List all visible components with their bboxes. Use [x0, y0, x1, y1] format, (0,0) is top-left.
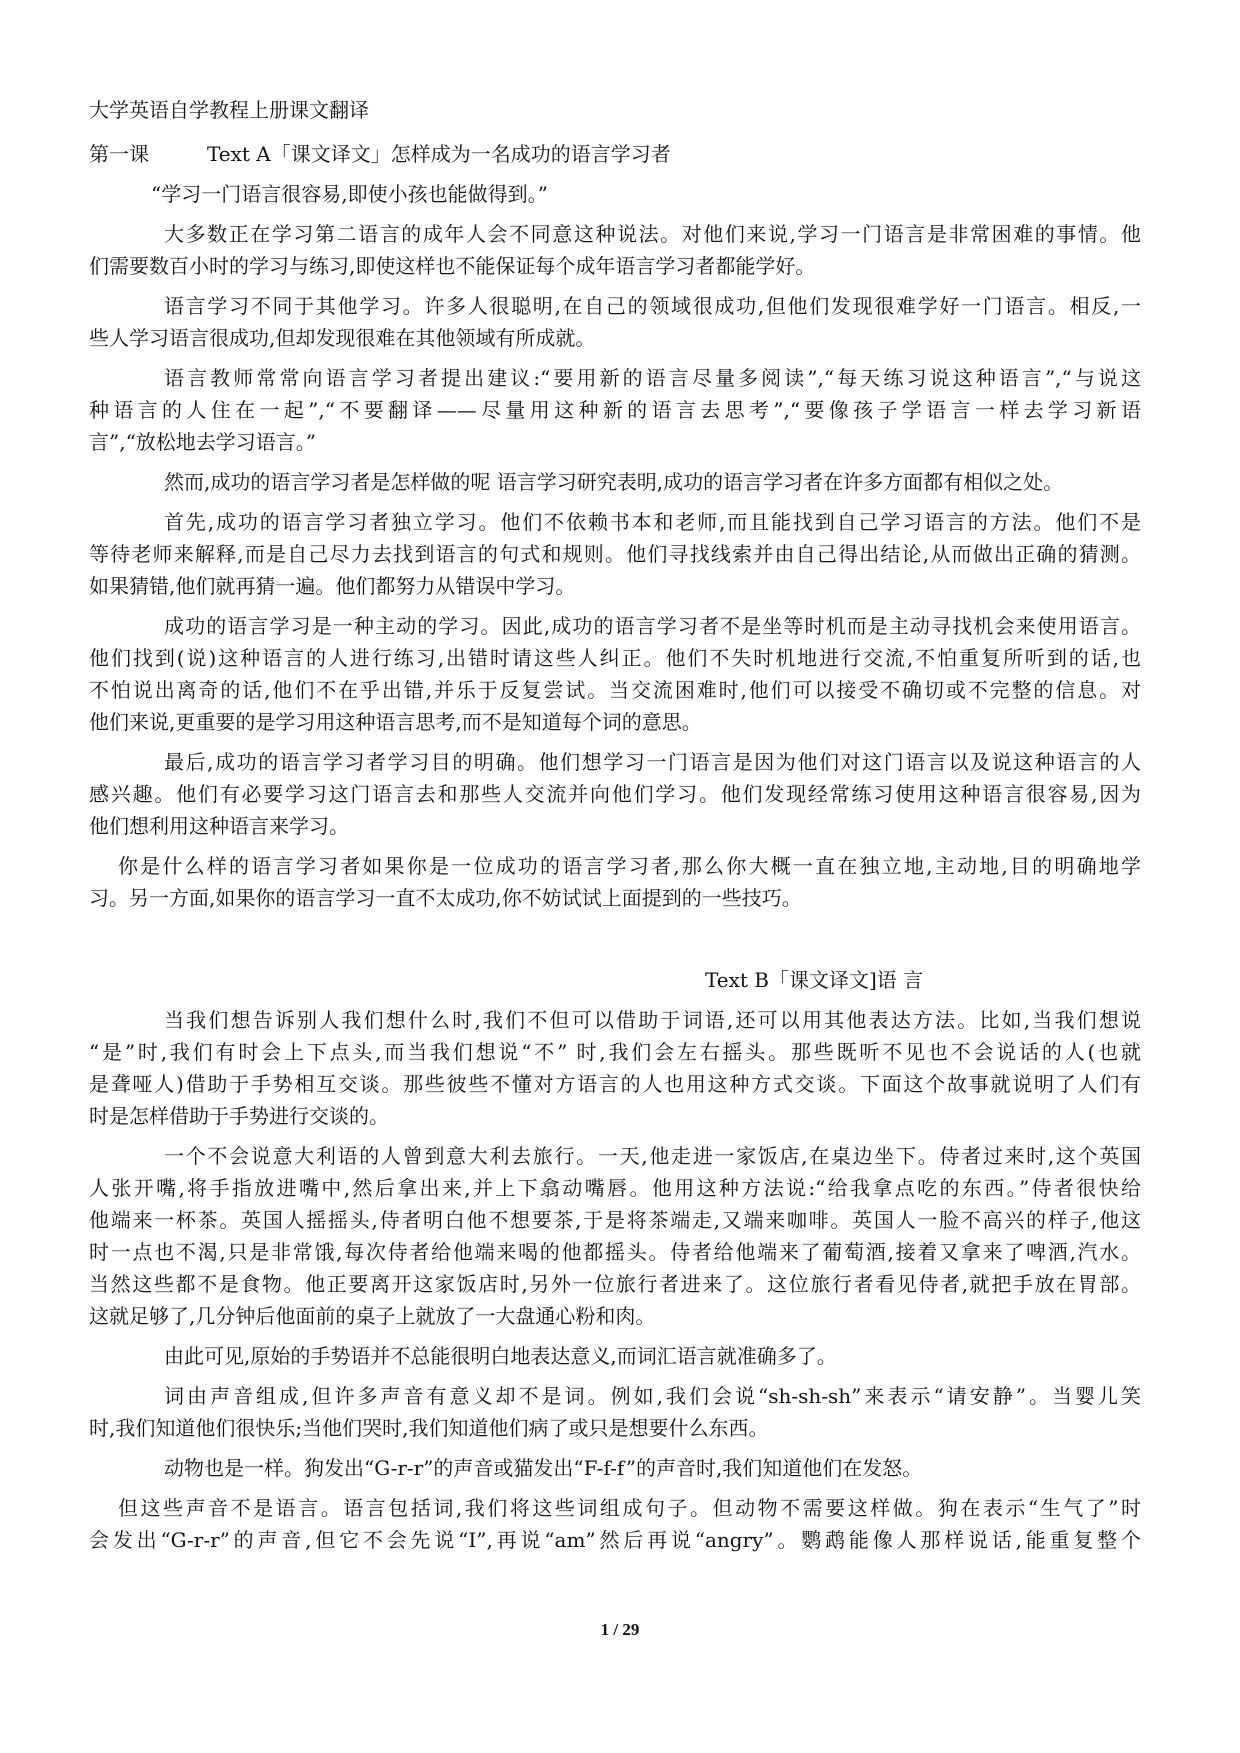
paragraph-line: 由此可见,原始的手势语并不总能很明白地表达意义,而词汇语言就准确多了。 — [164, 1344, 837, 1368]
lesson-heading — [89, 138, 1141, 170]
paragraph — [89, 362, 1141, 458]
text-a-title: Text A「课文译文」怎样成为一名成功的语言学习者 — [207, 142, 671, 166]
text-a-body — [89, 218, 1141, 914]
paragraph-line: 这就足够了,几分钟后他面前的桌子上就放了一大盘通心粉和肉。 — [89, 1304, 656, 1328]
paragraph-line: 大多数正在学习第二语言的成年人会不同意这种说法。对他们来说,学习一门语言是非常困难的事情。他 — [164, 222, 1141, 246]
page-number: 1 / 29 — [600, 1620, 640, 1639]
paragraph — [89, 1452, 1141, 1484]
paragraph-line: 词由声音组成,但许多声音有意义却不是词。例如,我们会说“sh-sh-sh”来表示“请安静”。当婴儿笑 — [164, 1384, 1141, 1408]
paragraph — [89, 1380, 1141, 1444]
document-title: 大学英语自学教程上册课文翻译 — [89, 98, 369, 122]
paragraph — [89, 466, 1141, 498]
text-b-body — [89, 1004, 1141, 1556]
paragraph — [89, 850, 1141, 914]
paragraph-line: 他端来一杯茶。英国人摇摇头,侍者明白他不想要茶,于是将茶端走,又端来咖啡。英国人一脸不高兴的样子,他这 — [89, 1208, 1141, 1232]
paragraph-line: 些人学习语言很成功,但却发现很难在其他领域有所成就。 — [89, 326, 596, 350]
opening-quote: “学习一门语言很容易,即使小孩也能做得到。” — [151, 182, 548, 206]
paragraph-line: 他们来说,更重要的是学习用这种语言思考,而不是知道每个词的意思。 — [89, 710, 702, 734]
paragraph-line: 动物也是一样。狗发出“G-r-r”的声音或猫发出“F-f-f”的声音时,我们知道他们在发怒。 — [164, 1456, 923, 1480]
paragraph — [89, 218, 1141, 282]
paragraph — [89, 1492, 1141, 1556]
paragraph — [89, 1140, 1141, 1332]
paragraph-line: 言”,“放松地去学习语言。” — [89, 430, 317, 454]
paragraph-line: 时是怎样借助于手势进行交谈的。 — [89, 1104, 389, 1128]
paragraph-line: 会发出“G-r-r”的声音,但它不会先说“I”,再说“am”然后再说“angry”。鹦鹉能像人那样说话,能重复整个 — [89, 1528, 1141, 1552]
paragraph — [89, 1004, 1141, 1132]
paragraph — [89, 1340, 1141, 1372]
document-page — [89, 94, 1141, 1564]
paragraph-line: 你是什么样的语言学习者如果你是一位成功的语言学习者,那么你大概一直在独立地,主动地,目的明确地学 — [118, 854, 1141, 878]
paragraph — [89, 610, 1141, 738]
lesson-number: 第一课 — [89, 142, 149, 166]
paragraph-line: “是”时,我们有时会上下点头,而当我们想说“不” 时,我们会左右摇头。那些既听不见也不会说话的人(也就 — [89, 1040, 1141, 1064]
paragraph-line: 语言学习不同于其他学习。许多人很聪明,在自己的领域很成功,但他们发现很难学好一门语言。相反,一 — [164, 294, 1141, 318]
paragraph-line: 人张开嘴,将手指放进嘴中,然后拿出来,并上下翕动嘴唇。他用这种方法说:“给我拿点吃的东西。”侍者很快给 — [89, 1176, 1141, 1200]
paragraph-line: 然而,成功的语言学习者是怎样做的呢 语言学习研究表明,成功的语言学习者在许多方面都有相似之处。 — [164, 470, 1064, 494]
paragraph-line: 他们找到(说)这种语言的人进行练习,出错时请这些人纠正。他们不失时机地进行交流,不怕重复所听到的话,也 — [89, 646, 1141, 670]
paragraph-line: 成功的语言学习是一种主动的学习。因此,成功的语言学习者不是坐等时机而是主动寻找机会来使用语言。 — [164, 614, 1141, 638]
paragraph-line: 不怕说出离奇的话,他们不在乎出错,并乐于反复尝试。当交流困难时,他们可以接受不确切或不完整的信息。对 — [89, 678, 1141, 702]
paragraph — [89, 746, 1141, 842]
paragraph-line: 首先,成功的语言学习者独立学习。他们不依赖书本和老师,而且能找到自己学习语言的方法。他们不是 — [164, 510, 1141, 534]
paragraph-line: 是聋哑人)借助于手势相互交谈。那些彼些不懂对方语言的人也用这种方式交谈。下面这个故事就说明了人们有 — [89, 1072, 1141, 1096]
paragraph-line: 当然这些都不是食物。他正要离开这家饭店时,另外一位旅行者进来了。这位旅行者看见侍者,就把手放在胃部。 — [89, 1272, 1141, 1296]
paragraph-line: 但这些声音不是语言。语言包括词,我们将这些词组成句子。但动物不需要这样做。狗在表示“生气了”时 — [118, 1496, 1141, 1520]
text-b-title: Text B「课文译文]语 言 — [705, 968, 924, 992]
paragraph-line: 习。另一方面,如果你的语言学习一直不太成功,你不妨试试上面提到的一些技巧。 — [89, 886, 802, 910]
paragraph-line: 感兴趣。他们有必要学习这门语言去和那些人交流并向他们学习。他们发现经常练习使用这种语言很容易,因为 — [89, 782, 1141, 806]
paragraph — [89, 290, 1141, 354]
paragraph — [89, 506, 1141, 602]
paragraph-line: 他们想利用这种语言来学习。 — [89, 814, 349, 838]
paragraph-line: 种语言的人住在一起”,“不要翻译——尽量用这种新的语言去思考”,“要像孩子学语言一样去学习新语 — [89, 398, 1141, 422]
paragraph-line: 等待老师来解释,而是自己尽力去找到语言的句式和规则。他们寻找线索并由自己得出结论,从而做出正确的猜测。 — [89, 542, 1141, 566]
paragraph-line: 们需要数百小时的学习与练习,即使这样也不能保证每个成年语言学习者都能学好。 — [89, 254, 816, 278]
paragraph-line: 时一点也不渴,只是非常饿,每次侍者给他端来喝的他都摇头。侍者给他端来了葡萄酒,接着又拿来了啤酒,汽水。 — [89, 1240, 1141, 1264]
paragraph-line: 如果猜错,他们就再猜一遍。他们都努力从错误中学习。 — [89, 574, 576, 598]
paragraph-line: 语言教师常常向语言学习者提出建议:“要用新的语言尽量多阅读”,“每天练习说这种语言”,“与说这 — [164, 366, 1141, 390]
paragraph-line: 时,我们知道他们很快乐;当他们哭时,我们知道他们病了或只是想要什么东西。 — [89, 1416, 769, 1440]
paragraph-line: 最后,成功的语言学习者学习目的明确。他们想学习一门语言是因为他们对这门语言以及说这种语言的人 — [164, 750, 1141, 774]
paragraph-line: 当我们想告诉别人我们想什么时,我们不但可以借助于词语,还可以用其他表达方法。比如,当我们想说 — [164, 1008, 1141, 1032]
paragraph-line: 一个不会说意大利语的人曾到意大利去旅行。一天,他走进一家饭店,在桌边坐下。侍者过来时,这个英国 — [164, 1144, 1141, 1168]
